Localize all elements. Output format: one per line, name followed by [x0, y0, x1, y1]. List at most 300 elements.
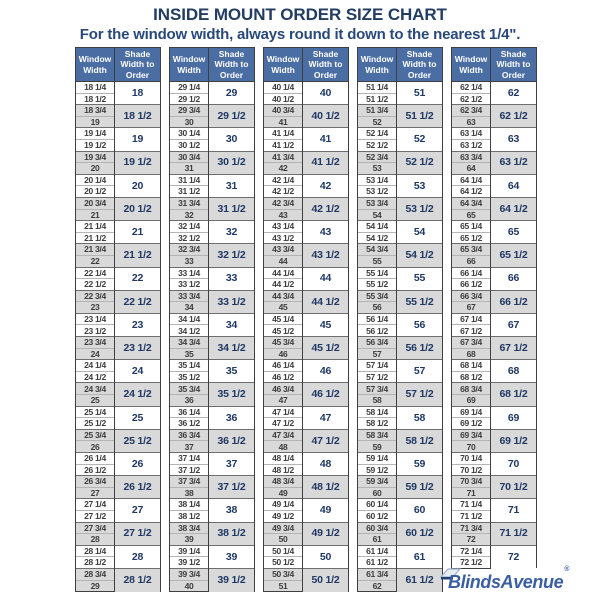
window-width-cell: 57 1/4	[358, 360, 397, 372]
window-width-cell: 47 1/4	[264, 406, 303, 418]
window-width-cell: 44 3/4	[264, 290, 303, 302]
window-width-cell: 55	[358, 255, 397, 267]
shade-width-cell: 57 1/2	[397, 383, 443, 406]
window-width-cell: 68	[452, 348, 491, 360]
window-width-cell: 19 1/4	[76, 128, 115, 140]
window-width-cell: 42	[264, 163, 303, 175]
window-width-cell: 49	[264, 487, 303, 499]
window-width-cell: 25	[76, 395, 115, 407]
shade-width-cell: 47	[303, 406, 349, 429]
shade-width-cell: 55	[397, 267, 443, 290]
size-chart	[0, 47, 600, 592]
window-width-cell: 31 1/4	[170, 174, 209, 186]
window-width-cell: 49 3/4	[264, 522, 303, 534]
window-width-cell: 28 1/2	[76, 557, 115, 569]
shade-width-cell: 52	[397, 128, 443, 151]
window-width-cell: 21	[76, 209, 115, 221]
shade-width-cell: 28	[115, 545, 161, 568]
window-width-cell: 27 3/4	[76, 522, 115, 534]
shade-width-cell: 18	[115, 82, 161, 105]
window-width-cell: 65 3/4	[452, 244, 491, 256]
window-width-cell: 68 3/4	[452, 383, 491, 395]
window-width-cell: 29 3/4	[170, 105, 209, 117]
window-width-cell: 59 1/4	[358, 453, 397, 465]
window-width-cell: 33 3/4	[170, 290, 209, 302]
window-width-cell: 72 1/2	[452, 557, 491, 569]
window-width-cell: 57	[358, 348, 397, 360]
shade-width-cell: 19	[115, 128, 161, 151]
window-width-cell: 43 1/2	[264, 232, 303, 244]
window-width-cell: 63 1/4	[452, 128, 491, 140]
window-width-cell: 48 1/4	[264, 453, 303, 465]
shade-width-cell: 36 1/2	[209, 429, 255, 452]
window-width-cell: 19 3/4	[76, 151, 115, 163]
window-width-cell: 62 3/4	[452, 105, 491, 117]
window-width-cell: 29 1/4	[170, 82, 209, 94]
window-width-cell: 32	[170, 209, 209, 221]
header-shade-width: Shade Width to Order	[397, 48, 443, 82]
window-width-cell: 63	[452, 116, 491, 128]
window-width-cell: 38	[170, 487, 209, 499]
shade-width-cell: 69	[491, 406, 537, 429]
window-width-cell: 48	[264, 441, 303, 453]
shade-width-cell: 26	[115, 453, 161, 476]
window-width-cell: 22 3/4	[76, 290, 115, 302]
window-width-cell: 70 3/4	[452, 476, 491, 488]
shade-width-cell: 70	[491, 453, 537, 476]
window-width-cell: 56 1/4	[358, 313, 397, 325]
window-width-cell: 71 1/4	[452, 499, 491, 511]
window-width-cell: 52	[358, 116, 397, 128]
window-width-cell: 37 1/2	[170, 464, 209, 476]
window-width-cell: 20 3/4	[76, 197, 115, 209]
window-width-cell: 41 1/4	[264, 128, 303, 140]
shade-width-cell: 39	[209, 545, 255, 568]
window-width-cell: 26 3/4	[76, 476, 115, 488]
shade-width-cell: 66 1/2	[491, 290, 537, 313]
window-width-cell: 21 1/2	[76, 232, 115, 244]
shade-width-cell: 46 1/2	[303, 383, 349, 406]
shade-width-cell: 19 1/2	[115, 151, 161, 174]
shade-width-cell: 71	[491, 499, 537, 522]
window-width-cell: 35 1/4	[170, 360, 209, 372]
window-width-cell: 18 1/2	[76, 93, 115, 105]
header-window-width: Window Width	[358, 48, 397, 82]
window-width-cell: 51 1/2	[358, 93, 397, 105]
window-width-cell: 58 3/4	[358, 429, 397, 441]
shade-width-cell: 59	[397, 453, 443, 476]
window-width-cell: 37 3/4	[170, 476, 209, 488]
page-subtitle: For the window width, always round it down to the nearest 1/4".	[79, 26, 521, 43]
window-width-cell: 42 1/4	[264, 174, 303, 186]
shade-width-cell: 29 1/2	[209, 105, 255, 128]
shade-width-cell: 63	[491, 128, 537, 151]
window-width-cell: 23 1/2	[76, 325, 115, 337]
shade-width-cell: 48 1/2	[303, 476, 349, 499]
shade-width-cell: 38	[209, 499, 255, 522]
window-width-cell: 45	[264, 302, 303, 314]
window-width-cell: 50 3/4	[264, 568, 303, 580]
window-width-cell: 52 3/4	[358, 151, 397, 163]
shade-width-cell: 71 1/2	[491, 522, 537, 545]
shade-width-cell: 54	[397, 221, 443, 244]
window-width-cell: 45 1/2	[264, 325, 303, 337]
shade-width-cell: 62	[491, 82, 537, 105]
brand-logo-text: BlindsAvenue	[448, 572, 564, 592]
window-width-cell: 37 1/4	[170, 453, 209, 465]
window-width-cell: 39 1/2	[170, 557, 209, 569]
window-width-cell: 36 1/4	[170, 406, 209, 418]
window-width-cell: 21 3/4	[76, 244, 115, 256]
window-width-cell: 62 1/4	[452, 82, 491, 94]
window-width-cell: 60 1/4	[358, 499, 397, 511]
shade-width-cell: 60	[397, 499, 443, 522]
registered-trademark-symbol: ®	[564, 566, 570, 573]
window-width-cell: 56 1/2	[358, 325, 397, 337]
window-width-cell: 47 3/4	[264, 429, 303, 441]
shade-width-cell: 50 1/2	[303, 568, 349, 591]
shade-width-cell: 51 1/2	[397, 105, 443, 128]
window-width-cell: 24 3/4	[76, 383, 115, 395]
shade-width-cell: 64 1/2	[491, 197, 537, 220]
window-width-cell: 60 1/2	[358, 510, 397, 522]
shade-width-cell: 67	[491, 313, 537, 336]
window-width-cell: 26	[76, 441, 115, 453]
window-width-cell: 23 3/4	[76, 337, 115, 349]
window-width-cell: 26 1/2	[76, 464, 115, 476]
window-width-cell: 58	[358, 395, 397, 407]
window-width-cell: 19	[76, 116, 115, 128]
shade-width-cell: 47 1/2	[303, 429, 349, 452]
shade-width-cell: 20	[115, 174, 161, 197]
window-width-cell: 29	[76, 580, 115, 592]
window-width-cell: 21 1/4	[76, 221, 115, 233]
shade-width-cell: 44	[303, 267, 349, 290]
window-width-cell: 41 1/2	[264, 139, 303, 151]
shade-width-cell: 69 1/2	[491, 429, 537, 452]
window-width-cell: 50 1/4	[264, 545, 303, 557]
window-width-cell: 43 1/4	[264, 221, 303, 233]
order-column-group-4	[357, 47, 443, 592]
window-width-cell: 53 3/4	[358, 197, 397, 209]
shade-width-cell: 42 1/2	[303, 197, 349, 220]
shade-width-cell: 30	[209, 128, 255, 151]
window-width-cell: 31 1/2	[170, 186, 209, 198]
window-width-cell: 46 3/4	[264, 383, 303, 395]
shade-width-cell: 52 1/2	[397, 151, 443, 174]
shade-width-cell: 65	[491, 221, 537, 244]
shade-width-cell: 30 1/2	[209, 151, 255, 174]
shade-width-cell: 59 1/2	[397, 476, 443, 499]
shade-width-cell: 28 1/2	[115, 568, 161, 591]
window-width-cell: 64 1/2	[452, 186, 491, 198]
window-width-cell: 50 1/2	[264, 557, 303, 569]
shade-width-cell: 43 1/2	[303, 244, 349, 267]
window-width-cell: 64 1/4	[452, 174, 491, 186]
window-width-cell: 66 1/2	[452, 279, 491, 291]
window-width-cell: 20 1/2	[76, 186, 115, 198]
window-width-cell: 32 1/2	[170, 232, 209, 244]
shade-width-cell: 51	[397, 82, 443, 105]
window-width-cell: 56	[358, 302, 397, 314]
shade-width-cell: 37	[209, 453, 255, 476]
window-width-cell: 54 3/4	[358, 244, 397, 256]
window-width-cell: 33	[170, 255, 209, 267]
shade-width-cell: 46	[303, 360, 349, 383]
window-width-cell: 57 1/2	[358, 371, 397, 383]
window-width-cell: 31	[170, 163, 209, 175]
window-width-cell: 22 1/4	[76, 267, 115, 279]
window-width-cell: 43	[264, 209, 303, 221]
window-width-cell: 18 3/4	[76, 105, 115, 117]
window-width-cell: 68 1/4	[452, 360, 491, 372]
shade-width-cell: 41 1/2	[303, 151, 349, 174]
shade-width-cell: 50	[303, 545, 349, 568]
window-width-cell: 50	[264, 534, 303, 546]
shade-width-cell: 20 1/2	[115, 197, 161, 220]
shade-width-cell: 68 1/2	[491, 383, 537, 406]
shade-width-cell: 61	[397, 545, 443, 568]
shade-width-cell: 32 1/2	[209, 244, 255, 267]
shade-width-cell: 37 1/2	[209, 476, 255, 499]
shade-width-cell: 26 1/2	[115, 476, 161, 499]
shade-width-cell: 32	[209, 221, 255, 244]
shade-width-cell: 34 1/2	[209, 337, 255, 360]
window-width-cell: 52 1/2	[358, 139, 397, 151]
window-width-cell: 38 3/4	[170, 522, 209, 534]
shade-width-cell: 35	[209, 360, 255, 383]
shade-width-cell: 25	[115, 406, 161, 429]
header-shade-width: Shade Width to Order	[209, 48, 255, 82]
window-width-cell: 31 3/4	[170, 197, 209, 209]
shade-width-cell: 53	[397, 174, 443, 197]
header-window-width: Window Width	[170, 48, 209, 82]
shade-width-cell: 23 1/2	[115, 337, 161, 360]
window-width-cell: 25 1/2	[76, 418, 115, 430]
window-width-cell: 60	[358, 487, 397, 499]
window-width-cell: 48 1/2	[264, 464, 303, 476]
window-width-cell: 33 1/4	[170, 267, 209, 279]
window-width-cell: 61 1/4	[358, 545, 397, 557]
window-width-cell: 44	[264, 255, 303, 267]
shade-width-cell: 45 1/2	[303, 337, 349, 360]
window-width-cell: 52 1/4	[358, 128, 397, 140]
window-width-cell: 70 1/2	[452, 464, 491, 476]
window-width-cell: 30 3/4	[170, 151, 209, 163]
shade-width-cell: 63 1/2	[491, 151, 537, 174]
window-width-cell: 46 1/4	[264, 360, 303, 372]
shade-width-cell: 31	[209, 174, 255, 197]
shade-width-cell: 40	[303, 82, 349, 105]
window-width-cell: 25 3/4	[76, 429, 115, 441]
window-width-cell: 63 1/2	[452, 139, 491, 151]
window-width-cell: 61	[358, 534, 397, 546]
window-width-cell: 26 1/4	[76, 453, 115, 465]
window-width-cell: 19 1/2	[76, 139, 115, 151]
shade-width-cell: 54 1/2	[397, 244, 443, 267]
window-width-cell: 54 1/4	[358, 221, 397, 233]
window-width-cell: 67 3/4	[452, 337, 491, 349]
window-width-cell: 22 1/2	[76, 279, 115, 291]
window-width-cell: 51	[264, 580, 303, 592]
window-width-cell: 61 1/2	[358, 557, 397, 569]
order-column-group-5	[451, 47, 537, 569]
window-width-cell: 49 1/2	[264, 510, 303, 522]
brand-logo	[437, 567, 569, 591]
window-width-cell: 20 1/4	[76, 174, 115, 186]
window-width-cell: 66 1/4	[452, 267, 491, 279]
shade-width-cell: 33 1/2	[209, 290, 255, 313]
window-width-cell: 69 1/4	[452, 406, 491, 418]
window-width-cell: 24	[76, 348, 115, 360]
order-column-group-3	[263, 47, 349, 592]
window-width-cell: 55 1/2	[358, 279, 397, 291]
shade-width-cell: 58	[397, 406, 443, 429]
window-width-cell: 34 1/4	[170, 313, 209, 325]
shade-width-cell: 60 1/2	[397, 522, 443, 545]
window-width-cell: 30 1/4	[170, 128, 209, 140]
header-window-width: Window Width	[452, 48, 491, 82]
window-width-cell: 67 1/2	[452, 325, 491, 337]
window-width-cell: 20	[76, 163, 115, 175]
window-width-cell: 37	[170, 441, 209, 453]
shade-width-cell: 31 1/2	[209, 197, 255, 220]
header-shade-width: Shade Width to Order	[115, 48, 161, 82]
window-width-cell: 58 1/4	[358, 406, 397, 418]
header-window-width: Window Width	[76, 48, 115, 82]
window-width-cell: 35 1/2	[170, 371, 209, 383]
window-width-cell: 18 1/4	[76, 82, 115, 94]
window-width-cell: 27 1/4	[76, 499, 115, 511]
window-width-cell: 54 1/2	[358, 232, 397, 244]
window-width-cell: 29 1/2	[170, 93, 209, 105]
window-width-cell: 44 1/4	[264, 267, 303, 279]
window-width-cell: 23 1/4	[76, 313, 115, 325]
window-width-cell: 28	[76, 534, 115, 546]
window-width-cell: 25 1/4	[76, 406, 115, 418]
window-width-cell: 71	[452, 487, 491, 499]
window-width-cell: 46 1/2	[264, 371, 303, 383]
order-column-group-2	[169, 47, 255, 592]
window-width-cell: 45 3/4	[264, 337, 303, 349]
shade-width-cell: 72	[491, 545, 537, 568]
shade-width-cell: 22	[115, 267, 161, 290]
window-width-cell: 66	[452, 255, 491, 267]
window-width-cell: 36	[170, 395, 209, 407]
shade-width-cell: 22 1/2	[115, 290, 161, 313]
window-width-cell: 40 1/4	[264, 82, 303, 94]
window-width-cell: 28 1/4	[76, 545, 115, 557]
window-width-cell: 55 3/4	[358, 290, 397, 302]
shade-width-cell: 25 1/2	[115, 429, 161, 452]
window-width-cell: 35	[170, 348, 209, 360]
window-width-cell: 40 1/2	[264, 93, 303, 105]
window-width-cell: 28 3/4	[76, 568, 115, 580]
shade-width-cell: 21	[115, 221, 161, 244]
shade-width-cell: 61 1/2	[397, 568, 443, 591]
window-width-cell: 41 3/4	[264, 151, 303, 163]
window-width-cell: 70	[452, 441, 491, 453]
shade-width-cell: 67 1/2	[491, 337, 537, 360]
shade-width-cell: 44 1/2	[303, 290, 349, 313]
window-width-cell: 46	[264, 348, 303, 360]
shade-width-cell: 64	[491, 174, 537, 197]
shade-width-cell: 41	[303, 128, 349, 151]
window-width-cell: 38 1/4	[170, 499, 209, 511]
window-width-cell: 24 1/4	[76, 360, 115, 372]
shade-width-cell: 36	[209, 406, 255, 429]
window-width-cell: 60 3/4	[358, 522, 397, 534]
window-width-cell: 39 1/4	[170, 545, 209, 557]
header-shade-width: Shade Width to Order	[303, 48, 349, 82]
shade-width-cell: 40 1/2	[303, 105, 349, 128]
shade-width-cell: 48	[303, 453, 349, 476]
window-width-cell: 72 1/4	[452, 545, 491, 557]
window-width-cell: 58 1/2	[358, 418, 397, 430]
shade-width-cell: 68	[491, 360, 537, 383]
window-width-cell: 59 3/4	[358, 476, 397, 488]
shade-width-cell: 24 1/2	[115, 383, 161, 406]
shade-width-cell: 43	[303, 221, 349, 244]
window-width-cell: 27	[76, 487, 115, 499]
window-width-cell: 22	[76, 255, 115, 267]
shade-width-cell: 53 1/2	[397, 197, 443, 220]
window-width-cell: 42 3/4	[264, 197, 303, 209]
window-width-cell: 65 1/4	[452, 221, 491, 233]
window-width-cell: 47	[264, 395, 303, 407]
window-width-cell: 66 3/4	[452, 290, 491, 302]
window-width-cell: 48 3/4	[264, 476, 303, 488]
window-width-cell: 51 3/4	[358, 105, 397, 117]
order-column-group-1	[75, 47, 161, 592]
shade-width-cell: 56	[397, 313, 443, 336]
window-width-cell: 53	[358, 163, 397, 175]
window-width-cell: 40 3/4	[264, 105, 303, 117]
shade-width-cell: 49 1/2	[303, 522, 349, 545]
window-width-cell: 36 1/2	[170, 418, 209, 430]
shade-width-cell: 57	[397, 360, 443, 383]
shade-width-cell: 35 1/2	[209, 383, 255, 406]
window-width-cell: 69 1/2	[452, 418, 491, 430]
shade-width-cell: 62 1/2	[491, 105, 537, 128]
window-width-cell: 32 3/4	[170, 244, 209, 256]
window-width-cell: 72	[452, 534, 491, 546]
page-title: INSIDE MOUNT ORDER SIZE CHART	[153, 5, 447, 24]
window-width-cell: 71 3/4	[452, 522, 491, 534]
window-width-cell: 34	[170, 302, 209, 314]
window-width-cell: 65 1/2	[452, 232, 491, 244]
shade-width-cell: 42	[303, 174, 349, 197]
window-width-cell: 62 1/2	[452, 93, 491, 105]
window-width-cell: 39 3/4	[170, 568, 209, 580]
shade-width-cell: 18 1/2	[115, 105, 161, 128]
window-width-cell: 64 3/4	[452, 197, 491, 209]
window-width-cell: 24 1/2	[76, 371, 115, 383]
window-width-cell: 49 1/4	[264, 499, 303, 511]
window-width-cell: 38 1/2	[170, 510, 209, 522]
window-width-cell: 39	[170, 534, 209, 546]
window-width-cell: 32 1/4	[170, 221, 209, 233]
window-width-cell: 35 3/4	[170, 383, 209, 395]
window-width-cell: 43 3/4	[264, 244, 303, 256]
window-width-cell: 59 1/2	[358, 464, 397, 476]
window-width-cell: 69 3/4	[452, 429, 491, 441]
window-width-cell: 56 3/4	[358, 337, 397, 349]
window-width-cell: 69	[452, 395, 491, 407]
window-width-cell: 34 3/4	[170, 337, 209, 349]
window-width-cell: 67	[452, 302, 491, 314]
shade-width-cell: 49	[303, 499, 349, 522]
